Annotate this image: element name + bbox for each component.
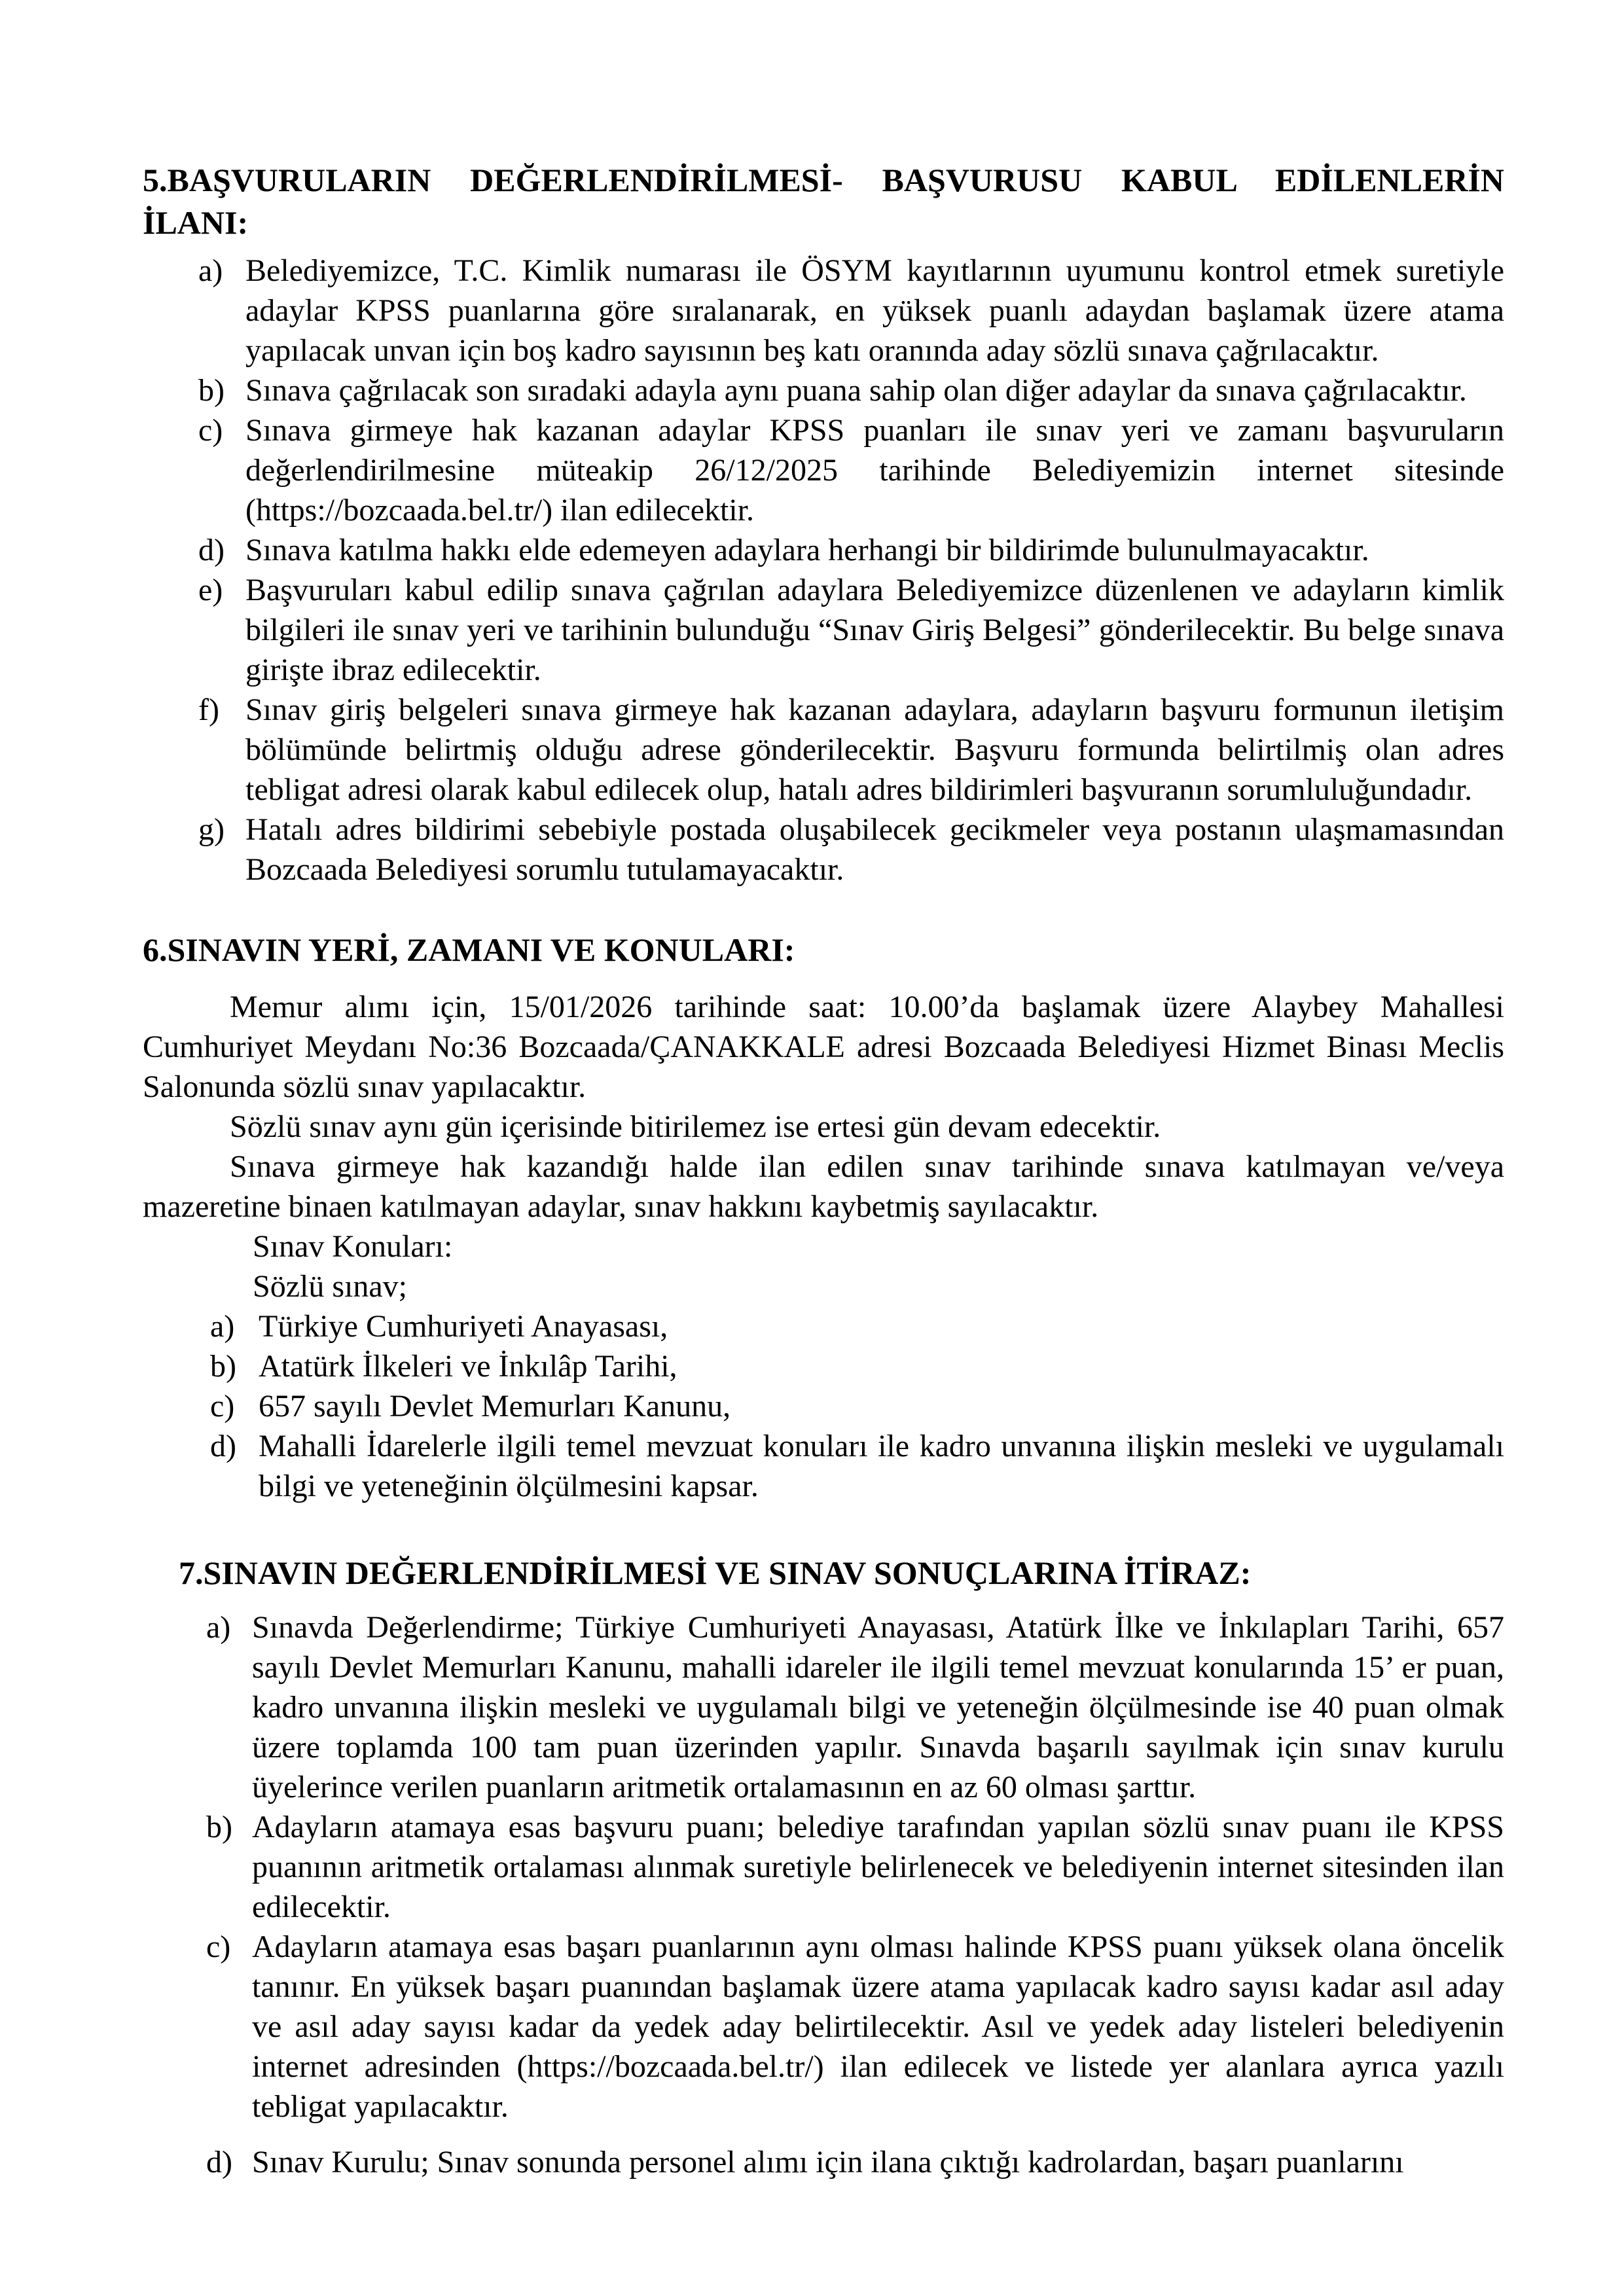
- item-text: Türkiye Cumhuriyeti Anayasası,: [259, 1309, 668, 1344]
- item-marker: c): [198, 413, 223, 448]
- section-5-heading-line-1: 5.BAŞVURULARIN DEĞERLENDİRİLMESİ- BAŞVURUSU KABUL EDİLENLERİN: [143, 162, 1504, 198]
- item-marker: b): [206, 1810, 232, 1844]
- section-7-item-a: [143, 1607, 1504, 1807]
- item-text: Başvuruları kabul edilip sınava çağrılan adaylara Belediyemizce düzenlenen ve adayların kimlik bilgileri ile sınav yeri ve tarihinin bulunduğu “Sınav Giriş Belgesi” gönderilecektir. Bu belge sınava girişte ibraz edilecektir.: [245, 573, 1504, 687]
- section-5-item-c: [143, 410, 1504, 530]
- section-5-item-f: [143, 690, 1504, 810]
- section-5-item-g: [143, 810, 1504, 889]
- item-text: Adayların atamaya esas başarı puanlarının aynı olması halinde KPSS puanı yüksek olana öncelik tanınır. En yüksek başarı puanından başlamak üzere atama yapılacak kadro sayısı kadar asıl aday ve asıl aday sayısı kadar da yedek aday belirtilecektir. Asıl ve yedek aday listeleri belediyenin internet adresinden (https://bozcaada.bel.tr/) ilan edilecek ve listede yer alanlara ayrıca yazılı tebligat yapılacaktır.: [252, 1929, 1504, 2124]
- item-text: Sınav giriş belgeleri sınava girmeye hak kazanan adaylara, adayların başvuru formunun iletişim bölümünde belirtmiş olduğu adrese gönderilecektir. Başvuru formunda belirtilmiş olan adres tebligat adresi olarak kabul edilecek olup, hatalı adres bildirimleri başvuranın sorumluluğundadır.: [245, 692, 1504, 807]
- section-5: [143, 159, 1504, 889]
- section-6-item-b: [143, 1346, 1504, 1386]
- section-5-item-d: [143, 530, 1504, 570]
- section-5-heading: [143, 159, 1504, 244]
- item-marker: f): [198, 692, 219, 727]
- section-5-list: [143, 251, 1504, 889]
- section-5-item-a: [143, 251, 1504, 370]
- item-marker: c): [210, 1389, 235, 1424]
- item-marker: d): [206, 2145, 232, 2179]
- section-7-item-c: [143, 1927, 1504, 2126]
- item-text: 657 sayılı Devlet Memurları Kanunu,: [259, 1389, 731, 1424]
- item-text: Sınav Kurulu; Sınav sonunda personel alımı için ilana çıktığı kadrolardan, başarı puanlarını: [252, 2145, 1404, 2179]
- section-7-list: [143, 1607, 1504, 2182]
- section-6-list: [143, 1306, 1504, 1506]
- section-6-item-a: [143, 1306, 1504, 1346]
- item-text: Sınavda Değerlendirme; Türkiye Cumhuriyeti Anayasası, Atatürk İlke ve İnkılapları Tarihi, 657 sayılı Devlet Memurları Kanunu, mahalli idareler ile ilgili temel mevzuat konularında 15’ er puan, kadro unvanına ilişkin mesleki ve uygulamalı bilgi ve yeteneğin ölçülmesinde ise 40 puan olmak üzere toplamda 100 tam puan üzerinden yapılır. Sınavda başarılı sayılmak için sınav kurulu üyelerince verilen puanların aritmetik ortalamasının en az 60 olması şarttır.: [252, 1610, 1504, 1804]
- item-text: Sınava katılma hakkı elde edemeyen adaylara herhangi bir bildirimde bulunulmayacaktır.: [245, 533, 1369, 567]
- section-5-item-b: [143, 370, 1504, 410]
- item-marker: c): [206, 1929, 231, 1964]
- item-text: Hatalı adres bildirimi sebebiyle postada oluşabilecek gecikmeler veya postanın ulaşmamasından Bozcaada Belediyesi sorumlu tutulamayacaktır.: [245, 812, 1504, 887]
- section-6-item-c: [143, 1386, 1504, 1426]
- item-marker: a): [198, 253, 223, 288]
- section-6: [143, 929, 1504, 1506]
- item-marker: a): [210, 1309, 235, 1344]
- item-marker: g): [198, 812, 225, 847]
- item-text: Belediyemizce, T.C. Kimlik numarası ile ÖSYM kayıtlarının uyumunu kontrol etmek suretiyle adaylar KPSS puanlarına göre sıralanarak, en yüksek puanlı adaydan başlamak üzere atama yapılacak unvan için boş kadro sayısının beş katı oranında aday sözlü sınava çağrılacaktır.: [245, 253, 1504, 368]
- item-text: Atatürk İlkeleri ve İnkılâp Tarihi,: [259, 1349, 677, 1384]
- section-6-heading: 6.SINAVIN YERİ, ZAMANI VE KONULARI:: [143, 931, 795, 968]
- item-marker: b): [198, 373, 225, 408]
- item-marker: d): [198, 533, 225, 567]
- section-5-heading-line-2: İLANI:: [143, 204, 249, 241]
- item-text: Sınava girmeye hak kazanan adaylar KPSS puanları ile sınav yeri ve zamanı başvuruların değerlendirilmesine müteakip 26/12/2025 tarihinde Belediyemizin internet sitesinde (https://bozcaada.bel.tr/) ilan edilecektir.: [245, 413, 1504, 528]
- section-7-heading: 7.SINAVIN DEĞERLENDİRİLMESİ VE SINAV SONUÇLARINA İTİRAZ:: [179, 1554, 1252, 1591]
- section-7: [143, 1552, 1504, 2182]
- item-marker: d): [210, 1429, 236, 1463]
- item-text: Adayların atamaya esas başvuru puanı; belediye tarafından yapılan sözlü sınav puanı ile KPSS puanının aritmetik ortalaması alınmak suretiyle belirlenecek ve belediyenin internet sitesinden ilan edilecektir.: [252, 1810, 1504, 1924]
- item-text: Sınava çağrılacak son sıradaki adayla aynı puana sahip olan diğer adaylar da sınava çağrılacaktır.: [245, 373, 1467, 408]
- item-text: Mahalli İdarelerle ilgili temel mevzuat konuları ile kadro unvanına ilişkin mesleki ve uygulamalı bilgi ve yeteneğinin ölçülmesini kapsar.: [259, 1429, 1504, 1503]
- section-5-item-e: [143, 570, 1504, 690]
- section-7-item-b: [143, 1807, 1504, 1927]
- section-6-item-d: [143, 1426, 1504, 1506]
- section-7-item-d: [143, 2142, 1504, 2182]
- item-marker: b): [210, 1349, 236, 1384]
- item-marker: e): [198, 573, 223, 607]
- section-6-paragraph-2: Sözlü sınav aynı gün içerisinde bitirilemez ise ertesi gün devam edecektir.: [230, 1109, 1161, 1144]
- oral-exam-label: Sözlü sınav;: [253, 1269, 407, 1304]
- section-6-paragraph-1: Memur alımı için, 15/01/2026 tarihinde saat: 10.00’da başlamak üzere Alaybey Mahallesi Cumhuriyet Meydanı No:36 Bozcaada/ÇANAKKALE adresi Bozcaada Belediyesi Hizmet Binası Meclis Salonunda sözlü sınav yapılacaktır.: [143, 990, 1504, 1104]
- section-6-paragraph-3: Sınava girmeye hak kazandığı halde ilan edilen sınav tarihinde sınava katılmayan ve/veya mazeretine binaen katılmayan adaylar, sınav hakkını kaybetmiş sayılacaktır.: [143, 1149, 1504, 1224]
- exam-topics-label: Sınav Konuları:: [253, 1229, 453, 1264]
- item-marker: a): [206, 1610, 231, 1645]
